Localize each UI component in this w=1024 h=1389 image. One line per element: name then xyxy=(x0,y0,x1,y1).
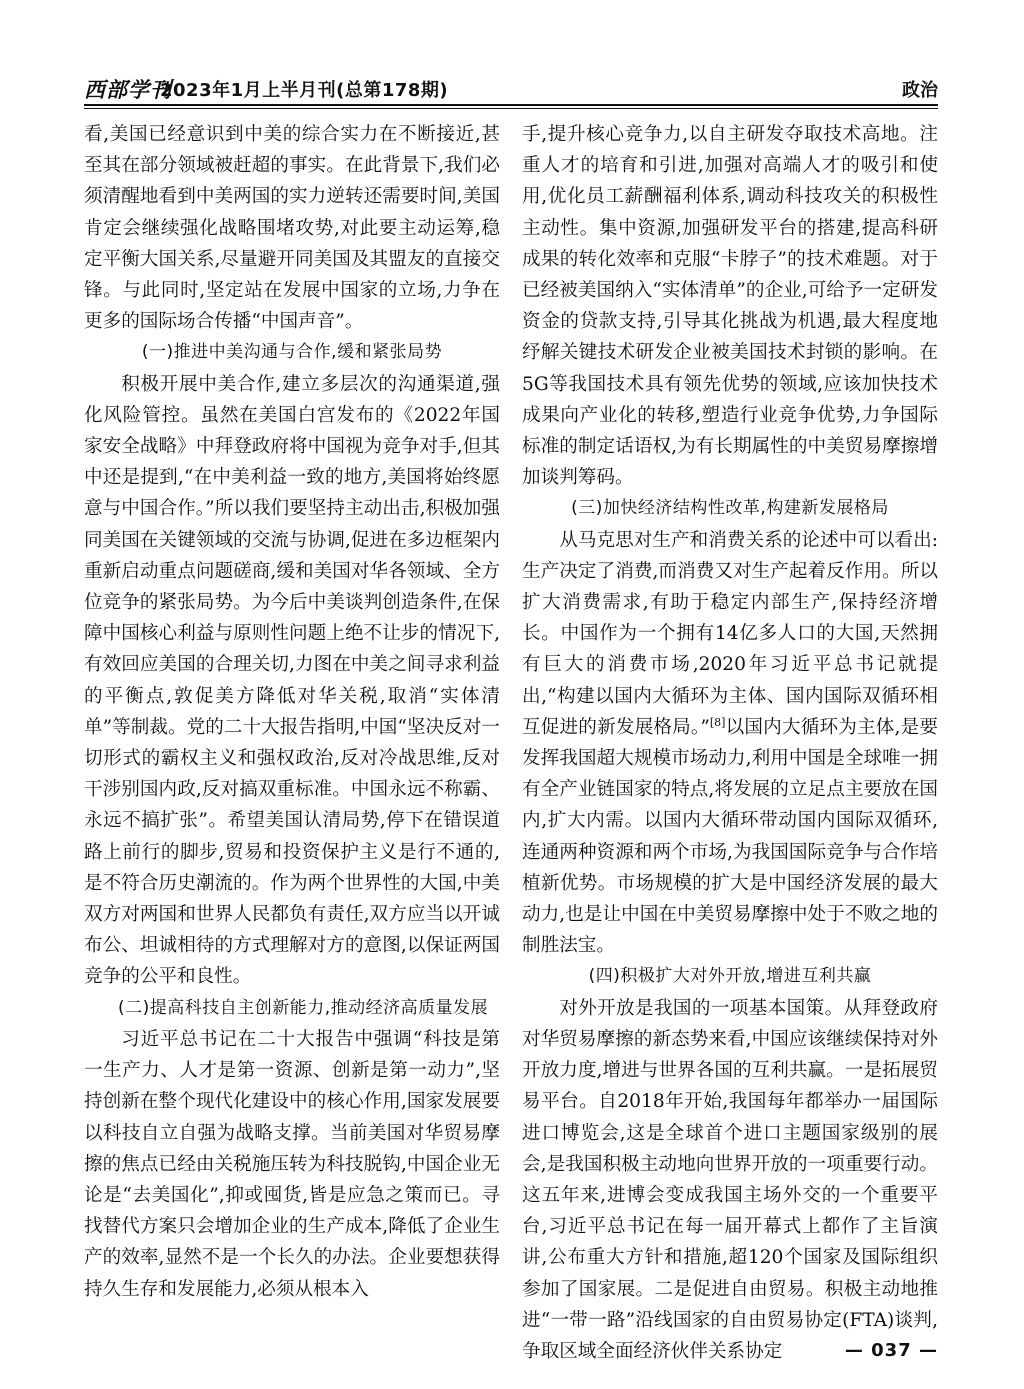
section-heading: (四)积极扩大对外开放,增进互利共赢 xyxy=(588,966,872,987)
section-heading: (一)推进中美沟通与合作,缓和紧张局势 xyxy=(141,342,443,363)
journal-logo: 西部学刊 xyxy=(84,77,172,102)
paragraph: 手,提升核心竞争力,以自主研发夺取技术高地。注重人才的培育和引进,加强对高端人才的吸引和使用,优化员工薪酬福利体系,调动科技攻关的积极性主动性。集中资源,加强研发平台的搭建,提高科研成果的转化效率和克服“卡脖子”的技术难题。对于已经被美国纳入“实体清单”的企业,可给予一定研发资金的贷款支持,引导其化挑战为机遇,最大程度地纾解关键技术研发企业被美国技术封锁的影响。在5G等我国技术具有领先优势的领域,应该加快技术成果向产业化的转移,塑造行业竞争优势,力争国际标准的制定话语权,为有长期属性的中美贸易摩擦增加谈判筹码。 xyxy=(522,124,938,489)
page-header xyxy=(84,74,938,102)
section-heading: (三)加快经济结构性改革,构建新发展格局 xyxy=(571,498,889,519)
citation-mark: [8] xyxy=(709,715,726,729)
paragraph-text: 从马克思对生产和消费关系的论述中可以看出:生产决定了消费,而消费又对生产起着反作用。所以扩大消费需求,有助于稳定内部生产,保持经济增长。中国作为一个拥有14亿多人口的大国,天然拥有巨大的消费市场,2020年习近平总书记就提出,“构建以国内大循环为主体、国内国际双循环相互促进的新发展格局。” xyxy=(522,529,938,738)
header-rule xyxy=(84,104,938,106)
paragraph: 习近平总书记在二十大报告中强调“科技是第一生产力、人才是第一资源、创新是第一动力”,坚持创新在整个现代化建设中的核心作用,国家发展要以科技自立自强为战略支撑。当前美国对华贸易摩擦的焦点已经由关税施压转为科技脱钩,中国企业无论是“去美国化”,抑或囤货,皆是应急之策而已。寻找替代方案只会增加企业的生产成本,降低了企业生产的效率,显然不是一个长久的办法。企业要想获得持久生存和发展能力,必须从根本入 xyxy=(84,1028,500,1300)
section-heading: (二)提高科技自主创新能力,推动经济高质量发展 xyxy=(118,997,489,1018)
paragraph: 积极开展中美合作,建立多层次的沟通渠道,强化风险管控。虽然在美国白宫发布的《2022年国家安全战略》中拜登政府将中国视为竞争对手,但其中还是提到,“在中美利益一致的地方,美国将始终愿意与中国合作。”所以我们要坚持主动出击,积极加强同美国在关键领域的交流与协调,促进在多边框架内重新启动重点问题磋商,缓和美国对华各领域、全方位竞争的紧张局势。为今后中美谈判创造条件,在保障中国核心利益与原则性问题上绝不让步的情况下,有效回应美国的合理关切,力图在中美之间寻求利益的平衡点,敦促美方降低对华关税,取消“实体清单”等制裁。党的二十大报告指明,中国“坚决反对一切形式的霸权主义和强权政治,反对冷战思维,反对干涉别国内政,反对搞双重标准。中国永远不称霸、永远不搞扩张”。希望美国认清局势,停下在错误道路上前行的脚步,贸易和投资保护主义是行不通的,是不符合历史潮流的。作为两个世界性的大国,中美双方对两国和世界人民都负有责任,双方应当以开诚布公、坦诚相待的方式理解对方的意图,以保证两国竞争的公平和良性。 xyxy=(84,373,500,988)
right-column xyxy=(522,119,938,1367)
section-label: 政治 xyxy=(902,80,938,101)
paragraph: 看,美国已经意识到中美的综合实力在不断接近,甚至其在部分领域被赶超的事实。在此背景下,我们必须清醒地看到中美两国的实力逆转还需要时间,美国肯定会继续强化战略围堵攻势,对此要主动运筹,稳定平衡大国关系,尽量避开同美国及其盟友的直接交锋。与此同时,坚定站在发展中国家的立场,力争在更多的国际场合传播“中国声音”。 xyxy=(84,124,500,333)
paragraph xyxy=(522,525,938,962)
paragraph: 对外开放是我国的一项基本国策。从拜登政府对华贸易摩擦的新态势来看,中国应该继续保持对外开放力度,增进与世界各国的互利共赢。一是拓展贸易平台。自2018年开始,我国每年都举办一届国际进口博览会,这是全球首个进口主题国家级别的展会,是我国积极主动地向世界开放的一项重要行动。这五年来,进博会变成我国主场外交的一个重要平台,习近平总书记在每一届开幕式上都作了主旨演讲,公布重大方针和措施,超120个国家及国际组织参加了国家展。二是促进自由贸易。积极主动地推进“一带一路”沿线国家的自由贸易协定(FTA)谈判,争取区域全面经济伙伴关系协定 xyxy=(522,997,938,1362)
left-column xyxy=(84,119,500,1305)
page-number: — 037 — xyxy=(844,1340,938,1361)
header-rule-thin xyxy=(84,108,938,109)
issue-info: 2023年1月上半月刊(总第178期) xyxy=(160,80,449,101)
paragraph-text: 以国内大循环为主体,是要发挥我国超大规模市场动力,利用中国是全球唯一拥有全产业链国家的特点,将发展的立足点主要放在国内,扩大内需。以国内大循环带动国内国际双循环,连通两种资源和两个市场,为我国国际竞争与合作培植新优势。市场规模的扩大是中国经济发展的最大动力,也是让中国在中美贸易摩擦中处于不败之地的制胜法宝。 xyxy=(522,716,938,957)
